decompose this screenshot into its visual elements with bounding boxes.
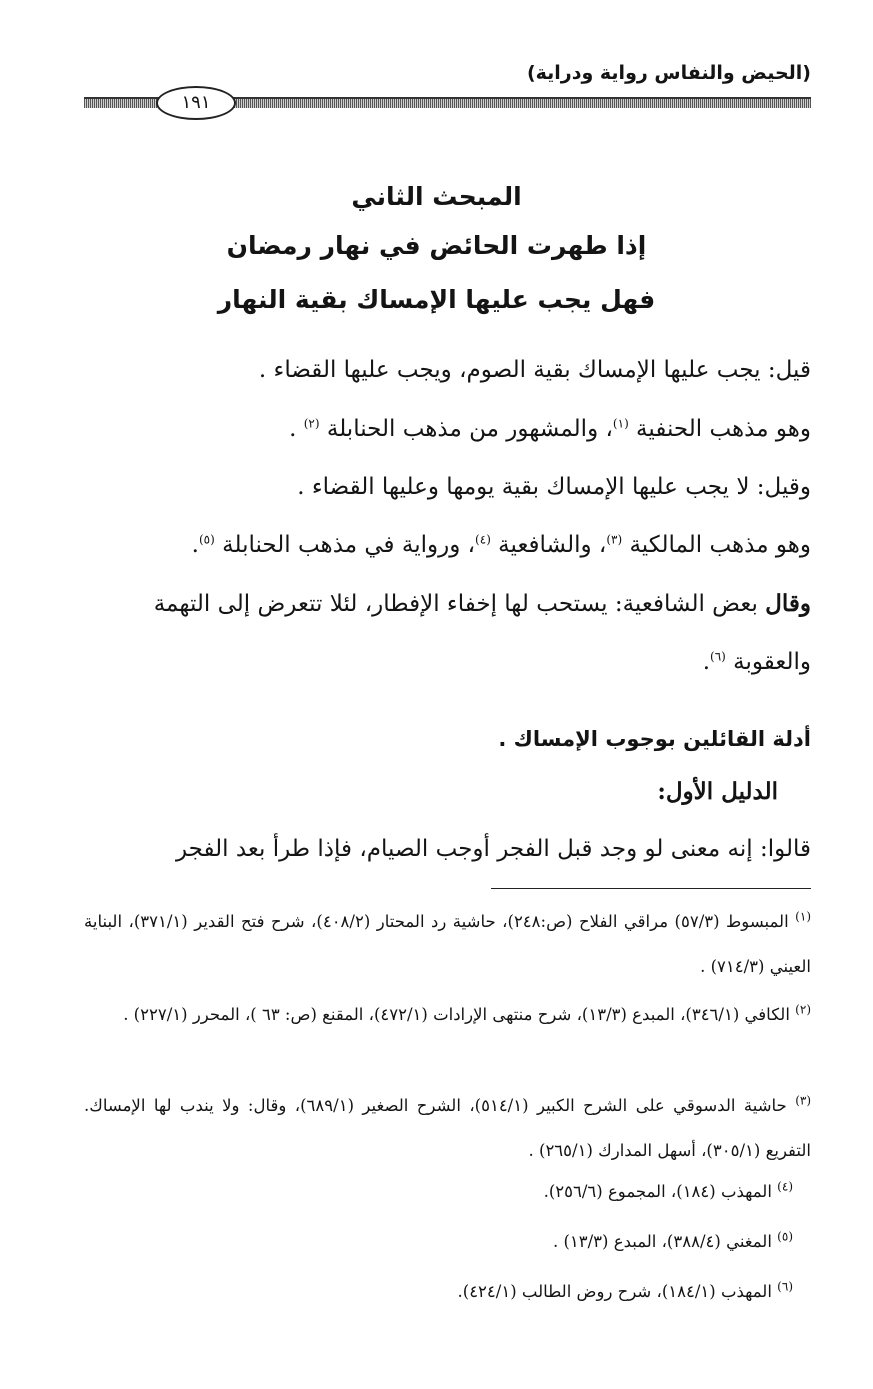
footnote-number: (٣)	[795, 1093, 812, 1108]
first-proof-heading: الدليل الأول:	[657, 778, 778, 805]
footnote-text: الكافي (٣٤٦/١)، المبدع (١٣/٣)، شرح منتهى الإرادات (٤٧٢/١)، المقنع (ص: ٦٣ )، المحرر (٢٢٧/١) .	[123, 1005, 790, 1024]
paragraph-opinion-3	[84, 587, 811, 621]
paragraph-text: وهو مذهب الحنفية	[628, 416, 811, 442]
paragraph-text: بعض الشافعية: يستحب لها إخفاء الإفطار، لئلا تتعرض إلى التهمة	[153, 591, 766, 617]
footnote-text: المهذب (١٨٤/١)، شرح روض الطالب (٤٢٤/١).	[457, 1282, 772, 1301]
footnote-1	[84, 899, 811, 989]
footnote-text: المبسوط (٥٧/٣) مراقي الفلاح (ص:٢٤٨)، حاشية رد المحتار (٤٠٨/٢)، شرح فتح القدير (٣٧١/١)، البناية العيني (٧١٤/٣) .	[84, 912, 811, 976]
footnote-separator	[491, 888, 811, 889]
paragraph-opinion-3-line2	[84, 645, 811, 679]
paragraph-first-proof: قالوا: إنه معنى لو وجد قبل الفجر أوجب الصيام، فإذا طرأ بعد الفجر	[175, 836, 811, 862]
paragraph-text: يجب عليها الإمساك بقية الصوم، ويجب عليها القضاء .	[258, 357, 768, 383]
lead-word: قيل:	[767, 357, 811, 383]
paragraph-text: ، والمشهور من مذهب الحنابلة	[319, 416, 613, 442]
footnote-number: (١)	[795, 909, 811, 924]
paragraph-text: والعقوبة	[725, 649, 811, 675]
footnote-6	[84, 1280, 793, 1304]
footnote-number: (٢)	[795, 1002, 811, 1017]
footnote-text: المغني (٣٨٨/٤)، المبدع (١٣/٣) .	[552, 1232, 772, 1251]
paragraph-opinion-2	[84, 470, 811, 504]
paragraph-opinion-2-sources	[84, 528, 811, 562]
paragraph-text: .	[289, 416, 304, 442]
section-title: المبحث الثاني	[351, 182, 522, 211]
paragraph-text: .	[191, 532, 199, 558]
footnote-ref[interactable]: (١)	[612, 416, 629, 431]
paragraph-text: .	[702, 649, 710, 675]
lead-word: وقال	[765, 590, 811, 617]
paragraph-text: ، ورواية في مذهب الحنابلة	[214, 532, 476, 558]
footnote-4	[84, 1180, 793, 1204]
footnote-number: (٦)	[777, 1279, 793, 1294]
footnote-3	[84, 1083, 811, 1173]
footnote-ref[interactable]: (٣)	[606, 532, 623, 547]
footnote-ref[interactable]: (٢)	[303, 416, 320, 431]
footnote-text: المهذب (١٨٤)، المجموع (٢٥٦/٦).	[543, 1182, 772, 1201]
paragraph-text: وهو مذهب المالكية	[622, 532, 811, 558]
footnote-ref[interactable]: (٦)	[710, 649, 726, 664]
paragraph-text: لا يجب عليها الإمساك بقية يومها وعليها القضاء .	[297, 474, 757, 500]
footnote-ref[interactable]: (٤)	[475, 532, 491, 547]
footnote-number: (٥)	[777, 1229, 793, 1244]
paragraph-opinion-1	[84, 353, 811, 387]
section-subtitle-line1: إذا طهرت الحائض في نهار رمضان	[226, 231, 647, 260]
paragraph-text: ، والشافعية	[490, 532, 607, 558]
lead-word: وقيل:	[756, 474, 811, 500]
section-subtitle-line2: فهل يجب عليها الإمساك بقية النهار	[217, 285, 656, 314]
footnote-2	[84, 992, 811, 1037]
footnote-number: (٤)	[777, 1179, 793, 1194]
paragraph-opinion-1-sources	[84, 412, 811, 446]
footnote-5	[84, 1230, 793, 1254]
footnote-ref[interactable]: (٥)	[198, 532, 215, 547]
footnote-text: حاشية الدسوقي على الشرح الكبير (٥١٤/١)، الشرح الصغير (٦٨٩/١)، وقال: ولا يندب لها الإمساك. التفريع (٣٠٥/١)، أسهل المدارك (٢٦٥/١) .	[84, 1096, 811, 1160]
page-number: ١٩١	[156, 86, 236, 120]
evidence-heading: أدلة القائلين بوجوب الإمساك .	[498, 727, 811, 751]
running-title: (الحيض والنفاس رواية ودراية)	[526, 62, 811, 84]
